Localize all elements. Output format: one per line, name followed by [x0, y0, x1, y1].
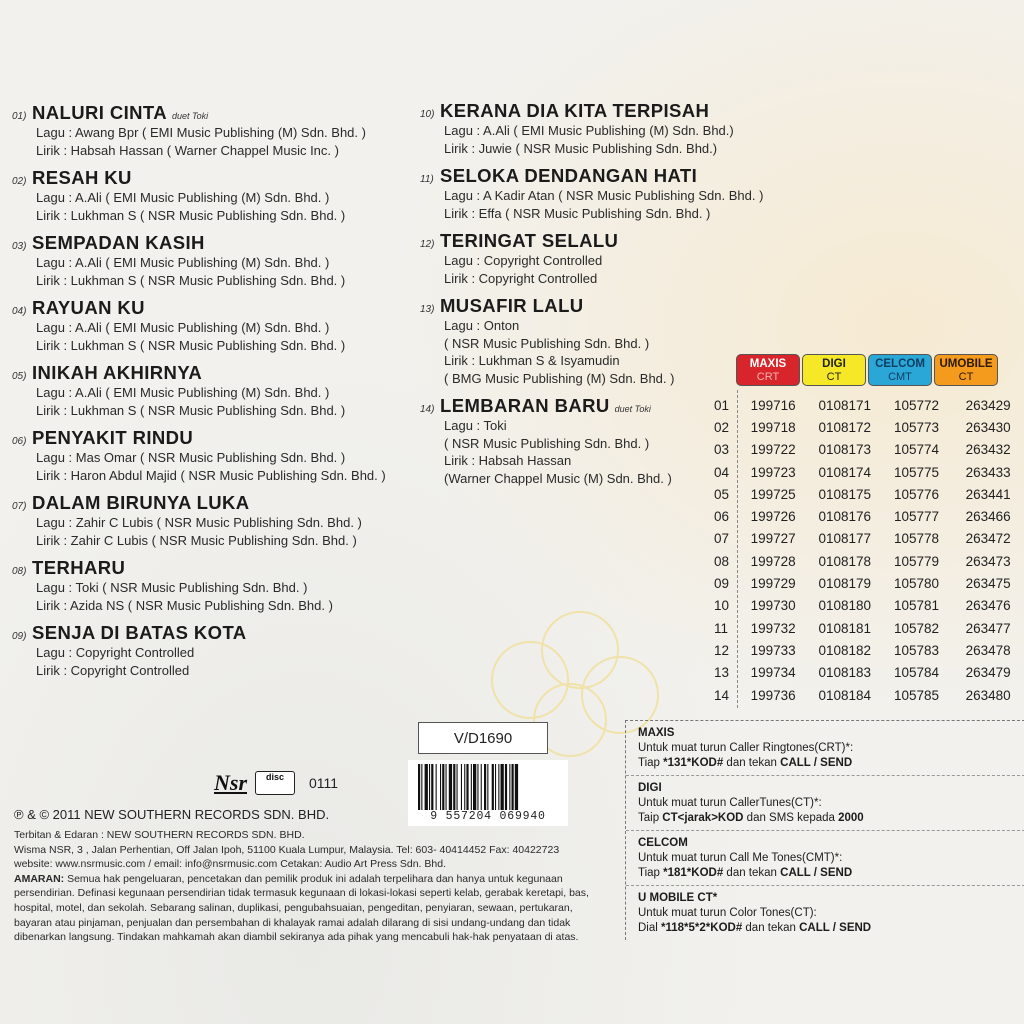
track-item [420, 230, 720, 287]
track-index-cell: 06 [714, 509, 730, 525]
operator-header-umobile [934, 354, 998, 386]
operator-service: CT [826, 371, 842, 383]
track-credit: Lagu : A.Ali ( EMI Music Publishing (M) Sdn. Bhd. ) [36, 255, 330, 270]
table-row [708, 639, 1024, 661]
operator-label: U MOBILE CT* [638, 892, 718, 904]
track-duet-note: duet Toki [171, 111, 209, 121]
ringtone-code-cell: 0108181 [818, 620, 872, 636]
track-credit: Lagu : Toki ( NSR Music Publishing Sdn. Bhd. ) [36, 580, 308, 595]
ringtone-code-cell: 105772 [893, 397, 939, 413]
barcode-bar [481, 764, 482, 810]
barcode-bar [487, 764, 488, 810]
ringtone-code-cell: 0108182 [818, 642, 872, 658]
instruction-block [626, 831, 1024, 886]
instruction-block [626, 776, 1024, 831]
track-credit: Lagu : A.Ali ( EMI Music Publishing (M) Sdn. Bhd. ) [36, 190, 330, 205]
track-credit: ( BMG Music Publishing (M) Sdn. Bhd. ) [444, 370, 675, 386]
instruction-middle: dan tekan [723, 867, 781, 879]
track-credit: ( NSR Music Publishing Sdn. Bhd. ) [444, 435, 650, 451]
track-title: TERHARU [32, 557, 126, 578]
ringtone-code-cell: 263477 [965, 620, 1011, 636]
track-credit: Lirik : Habsah Hassan ( Warner Chappel Music Inc. ) [36, 142, 339, 158]
track-heading [420, 230, 720, 252]
barcode-bar [431, 764, 433, 810]
ringtone-code-cell: 0108177 [818, 531, 872, 547]
track-index-cell: 10 [714, 598, 730, 614]
barcode-digits: 9 557204 069940 [430, 810, 546, 823]
ringtone-code-cell: 199730 [750, 598, 796, 614]
instruction-block [626, 886, 1024, 940]
ringtone-code-cell: 0108176 [818, 509, 872, 525]
ringtone-code-cell: 105776 [893, 486, 939, 502]
ringtone-code-cell: 105773 [893, 419, 939, 435]
track-credit: Lagu : Copyright Controlled [36, 645, 195, 660]
track-title: MUSAFIR LALU [440, 295, 584, 316]
track-credit: ( NSR Music Publishing Sdn. Bhd. ) [444, 335, 650, 351]
track-list-left [12, 102, 432, 687]
barcode-bar [512, 764, 514, 810]
track-title: RAYUAN KU [32, 297, 145, 318]
track-heading [12, 427, 432, 449]
instruction-middle: dan tekan [723, 757, 781, 769]
track-title: NALURI CINTA [32, 102, 167, 123]
instruction-line: Untuk muat turun Color Tones(CT): [638, 907, 817, 919]
ringtone-code-table [708, 354, 1024, 706]
barcode-bar [492, 764, 494, 810]
barcode-bar [457, 764, 458, 810]
barcode-bar [453, 764, 455, 810]
ringtone-code-cell: 105784 [893, 665, 939, 681]
operator-name: CELCOM [875, 358, 925, 370]
operator-service: CMT [888, 371, 912, 383]
track-number: 12) [420, 239, 435, 250]
track-item [12, 102, 432, 159]
track-number: 08) [12, 566, 27, 577]
ringtone-code-cell: 105783 [893, 642, 939, 658]
track-credit: Lirik : Lukhman S ( NSR Music Publishing Sdn. Bhd. ) [36, 337, 346, 353]
track-credit: Lagu : Mas Omar ( NSR Music Publishing Sdn. Bhd. ) [36, 450, 346, 465]
barcode-bar [473, 764, 476, 810]
table-row [708, 528, 1024, 550]
track-index-cell: 09 [714, 576, 730, 592]
track-credit: Lirik : Copyright Controlled [444, 270, 598, 286]
operator-label: CELCOM [638, 837, 688, 849]
barcode-bar [421, 764, 422, 810]
track-heading [420, 165, 720, 187]
label-logos [214, 770, 338, 796]
track-credit: Lirik : Copyright Controlled [36, 662, 190, 678]
ringtone-code-cell: 199722 [750, 442, 796, 458]
track-number: 14) [420, 404, 435, 415]
table-row [708, 550, 1024, 572]
catalog-number: 0111 [309, 775, 339, 791]
track-item [12, 362, 432, 419]
ringtone-code-cell: 263480 [965, 687, 1011, 703]
operator-header-celcom [868, 354, 932, 386]
website-line: website: www.nsrmusic.com / email: info@nsrmusic.com Cetakan: Audio Art Press Sdn. Bhd. [14, 858, 446, 871]
track-heading [12, 232, 432, 254]
track-title: PENYAKIT RINDU [32, 427, 194, 448]
table-row [708, 505, 1024, 527]
track-item [12, 622, 432, 679]
barcode-bar [501, 764, 504, 810]
ringtone-code-cell: 105775 [893, 464, 939, 480]
instruction-prefix: Tiap [638, 757, 664, 769]
track-heading [12, 557, 432, 579]
ringtone-code-cell: 263478 [965, 642, 1011, 658]
track-number: 09) [12, 631, 27, 642]
track-credit: Lagu : Onton [444, 318, 520, 333]
table-row [708, 684, 1024, 706]
track-credit: Lagu : A.Ali ( EMI Music Publishing (M) Sdn. Bhd. ) [36, 320, 330, 335]
ringtone-code-cell: 0108174 [818, 464, 872, 480]
track-heading [420, 295, 720, 317]
track-index-cell: 13 [714, 665, 730, 681]
track-heading [12, 362, 432, 384]
operator-name: DIGI [822, 358, 846, 370]
track-credit: Lagu : A Kadir Atan ( NSR Music Publishing Sdn. Bhd. ) [444, 188, 764, 203]
ringtone-code-cell: 263429 [965, 397, 1011, 413]
track-heading [420, 395, 720, 417]
track-credit: Lirik : Lukhman S ( NSR Music Publishing Sdn. Bhd. ) [36, 207, 346, 223]
barcode-bar [477, 764, 478, 810]
operator-label: MAXIS [638, 727, 675, 739]
barcode-bar [429, 764, 430, 810]
track-title: KERANA DIA KITA TERPISAH [440, 100, 710, 121]
publisher-line: Terbitan & Edaran : NEW SOUTHERN RECORDS SDN. BHD. [14, 829, 305, 841]
ringtone-code-cell: 105778 [893, 531, 939, 547]
track-credit: Lagu : A.Ali ( EMI Music Publishing (M) Sdn. Bhd. ) [36, 385, 330, 400]
track-heading [12, 167, 432, 189]
instruction-line [638, 921, 1024, 936]
track-heading [12, 102, 432, 124]
ringtone-code-cell: 263472 [965, 531, 1011, 547]
track-credit: Lirik : Azida NS ( NSR Music Publishing Sdn. Bhd. ) [36, 597, 333, 613]
track-title: RESAH KU [32, 167, 132, 188]
barcode-bar [461, 764, 462, 810]
barcode-bar [449, 764, 452, 810]
track-number: 02) [12, 176, 27, 187]
instruction-code: CT<jarak>KOD [662, 812, 744, 824]
track-item [12, 232, 432, 289]
instruction-action: CALL / SEND [799, 922, 872, 934]
ringtone-code-cell: 263475 [965, 576, 1011, 592]
ringtone-code-cell: 199732 [750, 620, 796, 636]
track-index-cell: 04 [714, 464, 730, 480]
track-title: SENJA DI BATAS KOTA [32, 622, 247, 643]
track-credit: Lagu : A.Ali ( EMI Music Publishing (M) Sdn. Bhd.) [444, 123, 734, 138]
instruction-line [638, 756, 1024, 771]
barcode-bar [436, 764, 437, 810]
ringtone-code-cell: 199733 [750, 642, 796, 658]
track-number: 11) [420, 174, 434, 185]
track-heading [12, 492, 432, 514]
ringtone-code-cell: 0108183 [818, 665, 872, 681]
table-row [708, 572, 1024, 594]
operator-name: UMOBILE [939, 358, 993, 370]
barcode-bar [505, 764, 507, 810]
track-number: 13) [420, 304, 435, 315]
track-number: 07) [12, 501, 27, 512]
track-index-cell: 08 [714, 553, 730, 569]
barcode-bar [425, 764, 428, 810]
ringtone-code-cell: 0108173 [818, 442, 872, 458]
instruction-action: CALL / SEND [780, 757, 853, 769]
ringtone-code-cell: 0108175 [818, 486, 872, 502]
table-row [708, 394, 1024, 416]
ringtone-code-cell: 263466 [965, 509, 1011, 525]
ringtone-code-cell: 0108180 [818, 598, 872, 614]
barcode-bar [466, 764, 468, 810]
operator-service: CRT [756, 371, 780, 383]
ringtone-code-cell: 199726 [750, 509, 796, 525]
operator-header-digi [802, 354, 866, 386]
instruction-action: 2000 [838, 812, 864, 824]
copyright-line: ℗ & © 2011 NEW SOUTHERN RECORDS SDN. BHD. [14, 807, 330, 822]
track-number: 01) [12, 111, 27, 122]
download-instructions [625, 720, 1024, 940]
ringtone-code-cell: 263433 [965, 464, 1011, 480]
ringtone-code-cell: 105782 [893, 620, 939, 636]
track-credit: Lagu : Zahir C Lubis ( NSR Music Publishing Sdn. Bhd. ) [36, 515, 362, 530]
track-credit: Lirik : Effa ( NSR Music Publishing Sdn. Bhd. ) [444, 205, 711, 221]
ringtone-code-cell: 105774 [893, 442, 939, 458]
track-index-cell: 03 [714, 442, 730, 458]
track-number: 10) [420, 109, 435, 120]
table-row [708, 483, 1024, 505]
ringtone-code-cell: 0108179 [818, 576, 872, 592]
ringtone-code-cell: 0108172 [818, 419, 872, 435]
address-line: Wisma NSR, 3 , Jalan Perhentian, Off Jalan Ipoh, 51100 Kuala Lumpur, Malaysia. Tel: 603- 40414452 Fax: 40422723 [14, 843, 560, 856]
instruction-code: *118*5*2*KOD# [661, 922, 743, 934]
track-item [12, 557, 432, 614]
barcode-bar [484, 764, 486, 810]
track-item [420, 165, 764, 222]
ringtone-code-cell: 199728 [750, 553, 796, 569]
track-heading [12, 622, 432, 644]
compact-disc-logo: disc [255, 771, 295, 795]
track-credit: Lirik : Juwie ( NSR Music Publishing Sdn. Bhd.) [444, 140, 718, 156]
instruction-line: Untuk muat turun CallerTunes(CT)*: [638, 797, 822, 809]
track-item [420, 100, 734, 157]
table-row [708, 416, 1024, 438]
track-credit: Lagu : Awang Bpr ( EMI Music Publishing (M) Sdn. Bhd. ) [36, 125, 366, 140]
track-heading [420, 100, 720, 122]
track-item [12, 167, 432, 224]
ringtone-code-cell: 199718 [750, 419, 796, 435]
ringtone-code-cell: 199727 [750, 531, 796, 547]
track-index-cell: 11 [714, 620, 729, 636]
instruction-prefix: Tiap [638, 867, 664, 879]
instruction-code: *131*KOD# [663, 757, 724, 769]
track-number: 06) [12, 436, 27, 447]
ringtone-table-body [708, 394, 1024, 706]
ringtone-code-cell: 199723 [750, 464, 796, 480]
ringtone-code-cell: 199734 [750, 665, 796, 681]
barcode-bar [464, 764, 465, 810]
instruction-line: Untuk muat turun Caller Ringtones(CRT)*: [638, 742, 854, 754]
track-heading [12, 297, 432, 319]
track-index-cell: 01 [714, 397, 730, 413]
instruction-line: Untuk muat turun Call Me Tones(CMT)*: [638, 852, 843, 864]
operator-name: MAXIS [749, 358, 787, 370]
track-item [12, 492, 432, 549]
track-duet-note: duet Toki [614, 404, 651, 414]
operator-service: CT [958, 371, 974, 383]
track-index-cell: 07 [714, 531, 730, 547]
barcode-bar [515, 764, 518, 810]
ringtone-code-cell: 105777 [893, 509, 939, 525]
barcode-bar [446, 764, 447, 810]
track-title: SELOKA DENDANGAN HATI [440, 165, 698, 186]
barcode [408, 760, 568, 826]
fine-print [14, 828, 604, 945]
track-item [420, 395, 720, 487]
table-row [708, 617, 1024, 639]
instruction-middle: dan tekan [742, 922, 800, 934]
barcode-bar [498, 764, 499, 810]
track-number: 03) [12, 241, 27, 252]
track-index-cell: 02 [714, 419, 730, 435]
ringtone-code-cell: 105781 [893, 598, 939, 614]
ringtone-code-cell: 263432 [965, 442, 1011, 458]
instruction-prefix: Dial [638, 922, 662, 934]
track-title: LEMBARAN BARU [440, 395, 610, 416]
warning-text [14, 872, 604, 945]
track-credit: Lirik : Haron Abdul Majid ( NSR Music Publishing Sdn. Bhd. ) [36, 467, 386, 483]
track-title: INIKAH AKHIRNYA [32, 362, 203, 383]
ringtone-code-cell: 263479 [965, 665, 1011, 681]
track-item [420, 295, 720, 387]
track-credit: Lagu : Toki [444, 418, 507, 433]
track-index-cell: 12 [714, 642, 730, 658]
ringtone-code-cell: 263441 [965, 486, 1011, 502]
track-number: 05) [12, 371, 27, 382]
table-row [708, 595, 1024, 617]
ringtone-code-cell: 199729 [750, 576, 796, 592]
instruction-line [638, 811, 1024, 826]
track-title: DALAM BIRUNYA LUKA [32, 492, 250, 513]
instruction-code: *181*KOD# [663, 867, 724, 879]
barcode-bar [471, 764, 472, 810]
ringtone-code-cell: 199736 [750, 687, 796, 703]
barcode-bar [418, 764, 420, 810]
track-credit: Lagu : Copyright Controlled [444, 253, 603, 268]
table-divider [737, 390, 739, 708]
instruction-prefix: Taip [638, 812, 663, 824]
instruction-middle: dan SMS kepada [743, 812, 839, 824]
ringtone-code-cell: 105779 [893, 553, 939, 569]
ringtone-code-cell: 0108184 [818, 687, 872, 703]
track-credit: Lirik : Lukhman S & Isyamudin [444, 353, 620, 368]
track-credit: Lirik : Lukhman S ( NSR Music Publishing Sdn. Bhd. ) [36, 272, 346, 288]
ringtone-code-cell: 263476 [965, 598, 1011, 614]
ringtone-table-header [736, 354, 1024, 388]
instruction-action: CALL / SEND [780, 867, 853, 879]
instruction-block [626, 721, 1024, 776]
track-item [12, 297, 432, 354]
ringtone-code-cell: 105785 [893, 687, 939, 703]
operator-label: DIGI [638, 782, 662, 794]
catalog-code: V/D1690 [418, 722, 548, 754]
track-credit: Lirik : Zahir C Lubis ( NSR Music Publishing Sdn. Bhd. ) [36, 532, 357, 548]
warning-body: Semua hak pengeluaran, pencetakan dan pemilik produk ini adalah terpelihara dan hanya untuk kegunaan persendirian. Definasi kegunaan persendirian tidak termasuk kegunaan di lokasi-lokasi seperti kelab, gerabak keretapi, bas, hospital, motel, dan sekolah. Sebarang salinan, duplikasi, pengubahsuaian, pengeditan, penyiaran, sewaan, pertukaran, bayaran atau pinjaman, penjualan dan persembahan di khalayak ramai adalah dilarang di sisi undang-undang dan tidak dibenarkan langsung. Tindakan mahkamah akan diambil sekiranya ada pihak yang mencabuli hak-hak penyataan di atas. [14, 872, 589, 944]
track-title: SEMPADAN KASIH [32, 232, 205, 253]
ringtone-code-cell: 105780 [893, 576, 939, 592]
ringtone-code-cell: 0108178 [818, 553, 872, 569]
table-row [708, 662, 1024, 684]
ringtone-code-cell: 0108171 [818, 397, 872, 413]
barcode-bar [495, 764, 496, 810]
barcode-bars [418, 764, 558, 810]
barcode-bar [509, 764, 510, 810]
ringtone-code-cell: 263473 [965, 553, 1011, 569]
instruction-line [638, 866, 1024, 881]
ringtone-code-cell: 199725 [750, 486, 796, 502]
track-index-cell: 05 [714, 486, 730, 502]
track-credit: Lirik : Lukhman S ( NSR Music Publishing Sdn. Bhd. ) [36, 402, 346, 418]
barcode-bar [440, 764, 441, 810]
track-credit: (Warner Chappel Music (M) Sdn. Bhd. ) [444, 470, 672, 486]
nsr-logo: Nsr [214, 770, 248, 795]
barcode-bar [442, 764, 444, 810]
table-row [708, 461, 1024, 483]
track-title: TERINGAT SELALU [440, 230, 619, 251]
track-item [12, 427, 432, 484]
track-credit: Lirik : Habsah Hassan [444, 453, 572, 468]
track-index-cell: 14 [714, 687, 730, 703]
table-row [708, 439, 1024, 461]
warning-label: AMARAN: [14, 872, 65, 885]
track-number: 04) [12, 306, 27, 317]
ringtone-code-cell: 199716 [750, 397, 796, 413]
operator-header-maxis [736, 354, 800, 386]
ringtone-code-cell: 263430 [965, 419, 1011, 435]
